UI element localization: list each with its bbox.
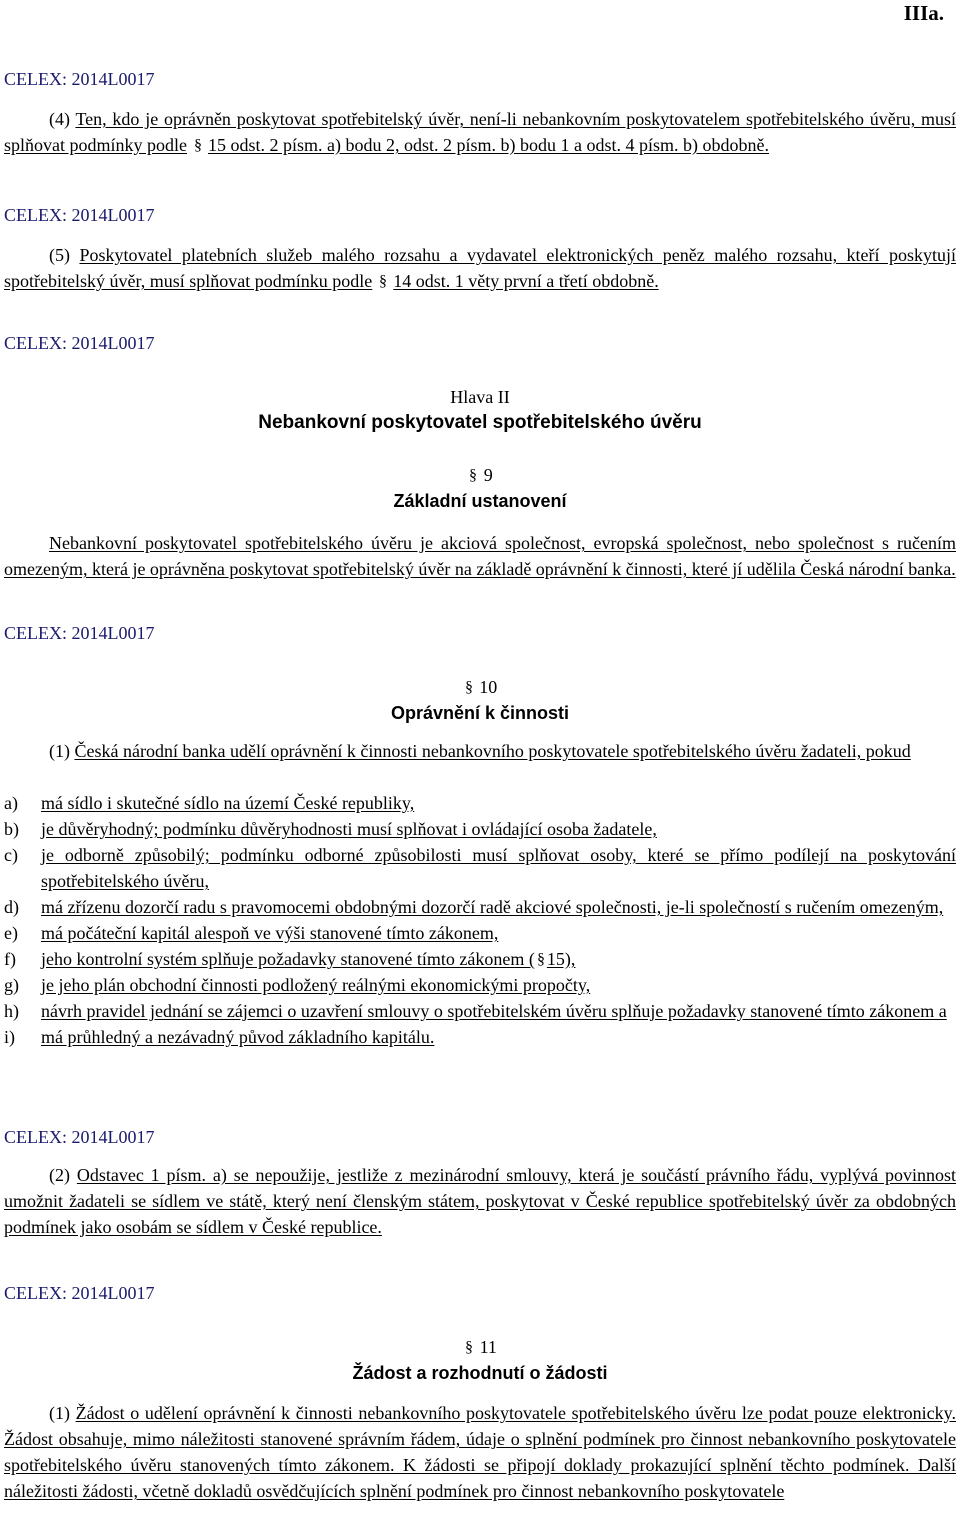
celex-reference: CELEX: 2014L0017 [4,623,155,643]
section-sign-icon [469,465,477,485]
section-9-heading [4,462,956,488]
section-sign-icon [465,677,473,697]
conditions-list [4,790,956,1050]
list-item: b) je důvěryhodný; podmínku důvěryhodnosti musí splňovat i ovládající osoba žadatele, [4,819,657,839]
svg-text:§: § [378,273,387,290]
section-9-number: 9 [483,465,493,485]
section-10-title: Oprávnění k činnosti [390,703,570,723]
svg-text:§: § [536,951,545,968]
section-sign-icon [465,1337,473,1357]
svg-text:§: § [193,137,202,154]
list-item: h) návrh pravidel jednání se zájemci o uzavření smlouvy o spotřebitelském úvěru splňuje požadavky stanovené tímto zákonem a [4,1001,947,1021]
list-item: e) má počáteční kapitál alespoň ve výši stanovené tímto zákonem, [4,923,499,943]
paragraph-5-rest: 14 odst. 1 věty první a třetí obdobně. [393,271,659,291]
paragraph-4-rest: 15 odst. 2 písm. a) bodu 2, odst. 2 písm. b) bodu 1 a odst. 4 písm. b) obdobně. [208,135,769,155]
section-11-title: Žádost a rozhodnutí o žádosti [352,1363,608,1383]
section-11-paragraph-1: (1) Žádost o udělení oprávnění k činnosti nebankovního poskytovatele spotřebitelského úvěru lze podat pouze elektronicky. Žádost obsahuje, mimo náležitosti stanovené správním řádem, údaje o splnění podmínek pro činnost nebankovního poskytovatele spotřebitelského úvěru stanovených tímto zákonem. K žádosti se připojí doklady prokazující splnění těchto podmínek. Další náležitosti žádosti, včetně dokladů osvědčujících splnění podmínek pro činnost nebankovního poskytovatele [4,1403,956,1501]
list-item: c) je odborně způsobilý; podmínku odborné způsobilosti musí splňovat osoby, které se přímo podílejí na poskytování spotřebitelského úvěru, [4,845,956,891]
list-item: g) je jeho plán obchodní činnosti podložený reálnými ekonomickými propočty, [4,975,591,995]
list-item: d) má zřízenu dozorčí radu s pravomocemi obdobnými dozorčí radě akciové společnosti, je-li společností s ručením omezeným, [4,897,944,917]
annex-label: IIIa. [903,1,944,25]
section-11-heading [4,1334,956,1360]
section-10-number: 10 [479,677,498,697]
paragraph-4: (4) Ten, kdo je oprávněn poskytovat spotřebitelský úvěr, není-li nebankovním poskytovatelem spotřebitelského úvěru, musí splňovat podmínky podle § 15 odst. 2 písm. a) bodu 2, odst. 2 písm. b) bodu 1 a odst. 4 písm. b) obdobně. [4,109,956,155]
celex-reference: CELEX: 2014L0017 [4,333,155,353]
section-9-text: Nebankovní poskytovatel spotřebitelského úvěru je akciová společnost, evropská společnost, nebo společnost s ručením omezeným, která je oprávněna poskytovat spotřebitelský úvěr na základě oprávnění k činnosti, které jí udělila Česká národní banka. [4,533,956,579]
celex-reference: CELEX: 2014L0017 [4,1127,155,1147]
section-10-heading [4,674,956,700]
list-item: a) má sídlo i skutečné sídlo na území České republiky, [4,793,415,813]
section-sign-icon [537,949,545,969]
hlava-title: Nebankovní poskytovatel spotřebitelského úvěru [258,412,702,433]
svg-text:§: § [469,467,478,484]
celex-reference: CELEX: 2014L0017 [4,69,155,89]
celex-reference: CELEX: 2014L0017 [4,205,155,225]
section-9-title: Základní ustanovení [393,491,567,511]
list-item: i) má průhledný a nezávadný původ základního kapitálu. [4,1027,435,1047]
section-10-paragraph-2: (2) Odstavec 1 písm. a) se nepoužije, jestliže z mezinárodní smlouvy, která je součástí právního řádu, vyplývá povinnost umožnit žadateli se sídlem ve státě, který není členským státem, poskytovat v České republice spotřebitelský úvěr za obdobných podmínek jako osobám se sídlem v České republice. [4,1165,956,1237]
list-item: f) jeho kontrolní systém splňuje požadavky stanovené tímto zákonem ( § 15), [4,949,576,969]
paragraph-5: (5) Poskytovatel platebních služeb malého rozsahu a vydavatel elektronických peněz malého rozsahu, kteří poskytují spotřebitelský úvěr, musí splňovat podmínku podle § 14 odst. 1 věty první a třetí obdobně. [4,245,956,291]
svg-text:§: § [465,1339,474,1356]
svg-text:§: § [464,679,473,696]
section-10-paragraph-1: (1) Česká národní banka udělí oprávnění k činnosti nebankovního poskytovatele spotřebitelského úvěru žadateli, pokud [49,741,911,761]
section-sign-icon [194,135,202,155]
paragraph-5-text: Poskytovatel platebních služeb malého rozsahu a vydavatel elektronických peněz malého rozsahu, kteří poskytují spotřebitelský úvěr, musí splňovat podmínku podle [4,245,956,291]
paragraph-4-text: Ten, kdo je oprávněn poskytovat spotřebitelský úvěr, není-li nebankovním poskytovatelem spotřebitelského úvěru, musí splňovat podmínky podle [4,109,956,155]
celex-reference: CELEX: 2014L0017 [4,1283,155,1303]
section-11-number: 11 [479,1337,497,1357]
section-sign-icon [379,271,387,291]
hlava-number: Hlava II [450,387,510,407]
